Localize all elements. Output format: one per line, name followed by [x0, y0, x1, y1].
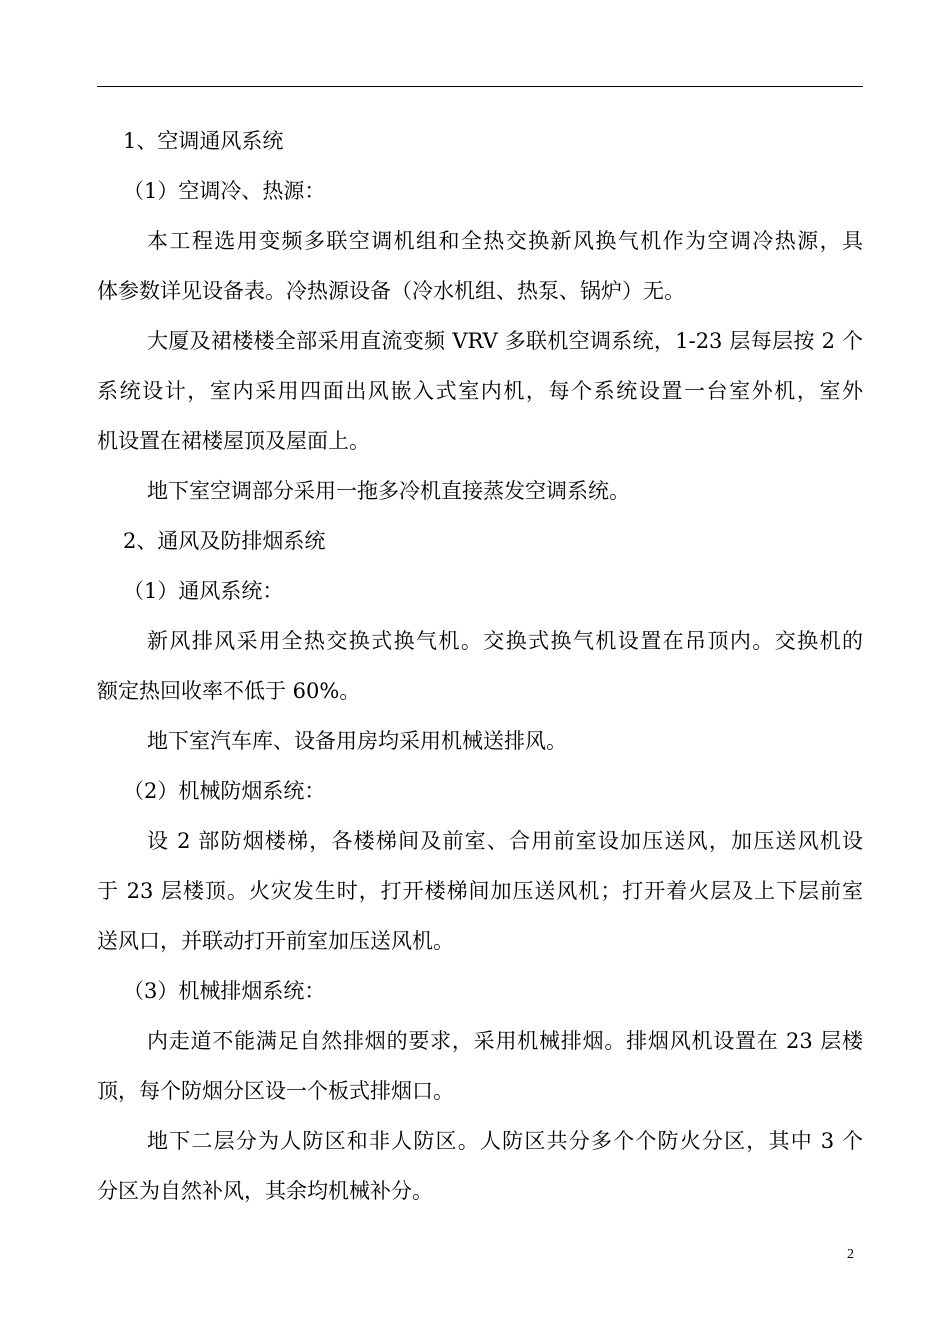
paragraph-line: 地下室空调部分采用一拖多冷机直接蒸发空调系统。	[147, 479, 630, 503]
section-heading: 1、空调通风系统	[123, 129, 284, 153]
paragraph-line: 系统设计，室内采用四面出风嵌入式室内机，每个系统设置一台室外机，室外	[97, 379, 863, 403]
paragraph-line: 于 23 层楼顶。火灾发生时，打开楼梯间加压送风机；打开着火层及上下层前室	[97, 879, 863, 903]
paragraph-line: 送风口，并联动打开前室加压送风机。	[97, 929, 454, 953]
paragraph-line: 地下室汽车库、设备用房均采用机械送排风。	[147, 729, 567, 753]
document-body	[97, 116, 863, 1216]
paragraph-line: 内走道不能满足自然排烟的要求，采用机械排烟。排烟风机设置在 23 层楼	[147, 1029, 863, 1053]
paragraph-line: 机设置在裙楼屋顶及屋面上。	[97, 429, 370, 453]
subsection-heading: （3）机械排烟系统：	[123, 979, 326, 1003]
subsection-heading: （2）机械防烟系统：	[123, 779, 326, 803]
paragraph-line: 体参数详见设备表。冷热源设备（冷水机组、热泵、锅炉）无。	[97, 279, 685, 303]
paragraph-line: 新风排风采用全热交换式换气机。交换式换气机设置在吊顶内。交换机的	[147, 629, 863, 653]
subsection-heading: （1）通风系统：	[123, 579, 284, 603]
paragraph-line: 设 2 部防烟楼梯，各楼梯间及前室、合用前室设加压送风，加压送风机设	[147, 829, 863, 853]
section-heading: 2、通风及防排烟系统	[123, 529, 326, 553]
subsection-heading: （1）空调冷、热源：	[123, 179, 326, 203]
paragraph-line: 顶，每个防烟分区设一个板式排烟口。	[97, 1079, 454, 1103]
header-rule	[97, 86, 863, 87]
paragraph-line: 地下二层分为人防区和非人防区。人防区共分多个个防火分区，其中 3 个	[147, 1129, 863, 1153]
paragraph-line: 分区为自然补风，其余均机械补分。	[97, 1179, 433, 1203]
paragraph-line: 额定热回收率不低于 60%。	[97, 679, 361, 703]
page-number: 2	[847, 1247, 854, 1262]
paragraph-line: 大厦及裙楼楼全部采用直流变频 VRV 多联机空调系统，1-23 层每层按 2 个	[147, 329, 863, 353]
paragraph-line: 本工程选用变频多联空调机组和全热交换新风换气机作为空调冷热源，具	[147, 229, 863, 253]
